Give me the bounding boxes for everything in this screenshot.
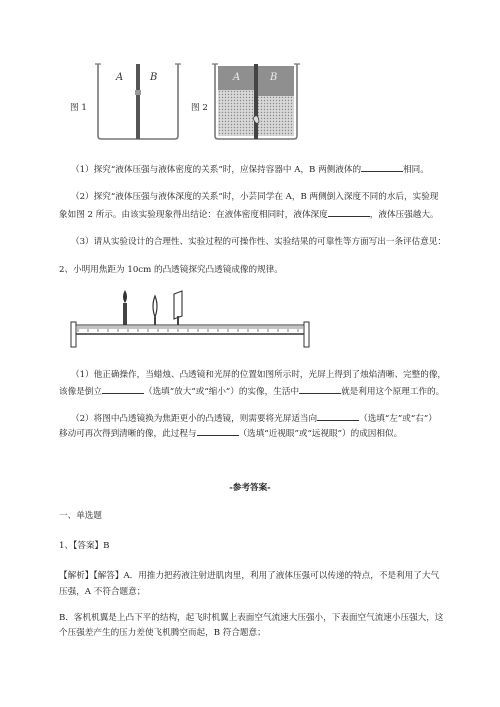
- label-b: B: [150, 72, 158, 83]
- q1-part3: （3）请从实验设计的合理性、实验过程的可操作性、实验结果的可靠性等方面写出一条评估意见：: [71, 237, 447, 247]
- beaker-figure-2: [212, 60, 300, 140]
- answer-blank[interactable]: [197, 426, 239, 436]
- q2-part1-line1: （1）他正确操作，当蜡烛、凸透镜和光屏的位置如图所示时，光屏上得到了烛焰清晰、完整的像，: [71, 370, 447, 380]
- q2-part2-line1: （2）将图中凸透镜换为焦距更小的凸透镜，则需要将光屏适当向 （选填“左”或“右”）: [71, 411, 437, 425]
- beaker-figure-1: [95, 60, 181, 140]
- label-a: A: [233, 72, 241, 83]
- label-a: A: [116, 72, 124, 83]
- candle-flame-icon: [123, 290, 127, 303]
- answer-blank[interactable]: [102, 384, 144, 394]
- q1-part2-line1: （2）探究“液体压强与液体深度的关系”时，小芸同学在 A，B 两侧倒入深度不同的水后，实验现: [71, 192, 439, 202]
- optical-bench-figure: [70, 286, 310, 348]
- figure-1-label: 图 1: [70, 103, 87, 113]
- answer-blank[interactable]: [361, 162, 403, 172]
- answer-1-b-line2: 个压强差产生的压力差使飞机腾空而起，B 符合题意；: [59, 628, 266, 638]
- q1-part1: （1）探究“液体压强与液体密度的关系”时，应保持容器中 A，B 两侧液体的 相同。: [71, 162, 429, 176]
- answer-blank[interactable]: [328, 207, 370, 217]
- light-screen-icon: [174, 291, 182, 319]
- answer-1-analysis-line2: 压强，A 不符合题意；: [59, 587, 146, 597]
- figure-2-label: 图 2: [191, 103, 208, 113]
- label-b: B: [270, 72, 278, 83]
- answer-blank[interactable]: [299, 384, 341, 394]
- q1-part2-line2: 象如图 2 所示。由该实验现象得出结论：在液体密度相同时，液体深度 ，液体压强越大。: [59, 207, 439, 221]
- answer-blank[interactable]: [317, 411, 359, 421]
- section-heading: 一、单选题: [59, 511, 102, 521]
- answer-1-analysis-line1: 【解析】【解答】A．用推力把药液注射进肌肉里，利用了液体压强可以传递的特点，不是利用了大气: [59, 571, 440, 581]
- q2-part2-line2: 移动可再次得到清晰的像，此过程与 （选填“近视眼”或“远视眼”）的成因相似。: [59, 426, 402, 440]
- answer-1-label: 1、【答案】B: [59, 541, 110, 551]
- candle-icon: [123, 303, 127, 325]
- q2-part1-line2: 该像是倒立 （选填“放大”或“缩小”）的实像，生活中 就是利用这个原理工作的。: [59, 384, 444, 398]
- answers-heading: -参考答案-: [229, 483, 271, 493]
- q2-title: 2、小明用焦距为 10cm 的凸透镜探究凸透镜成像的规律。: [59, 265, 283, 275]
- answer-1-b-line1: B．客机机翼是上凸下平的结构，起飞时机翼上表面空气流速大压强小，下表面空气流速小压强大，这: [59, 613, 444, 623]
- convex-lens-icon: [153, 296, 157, 317]
